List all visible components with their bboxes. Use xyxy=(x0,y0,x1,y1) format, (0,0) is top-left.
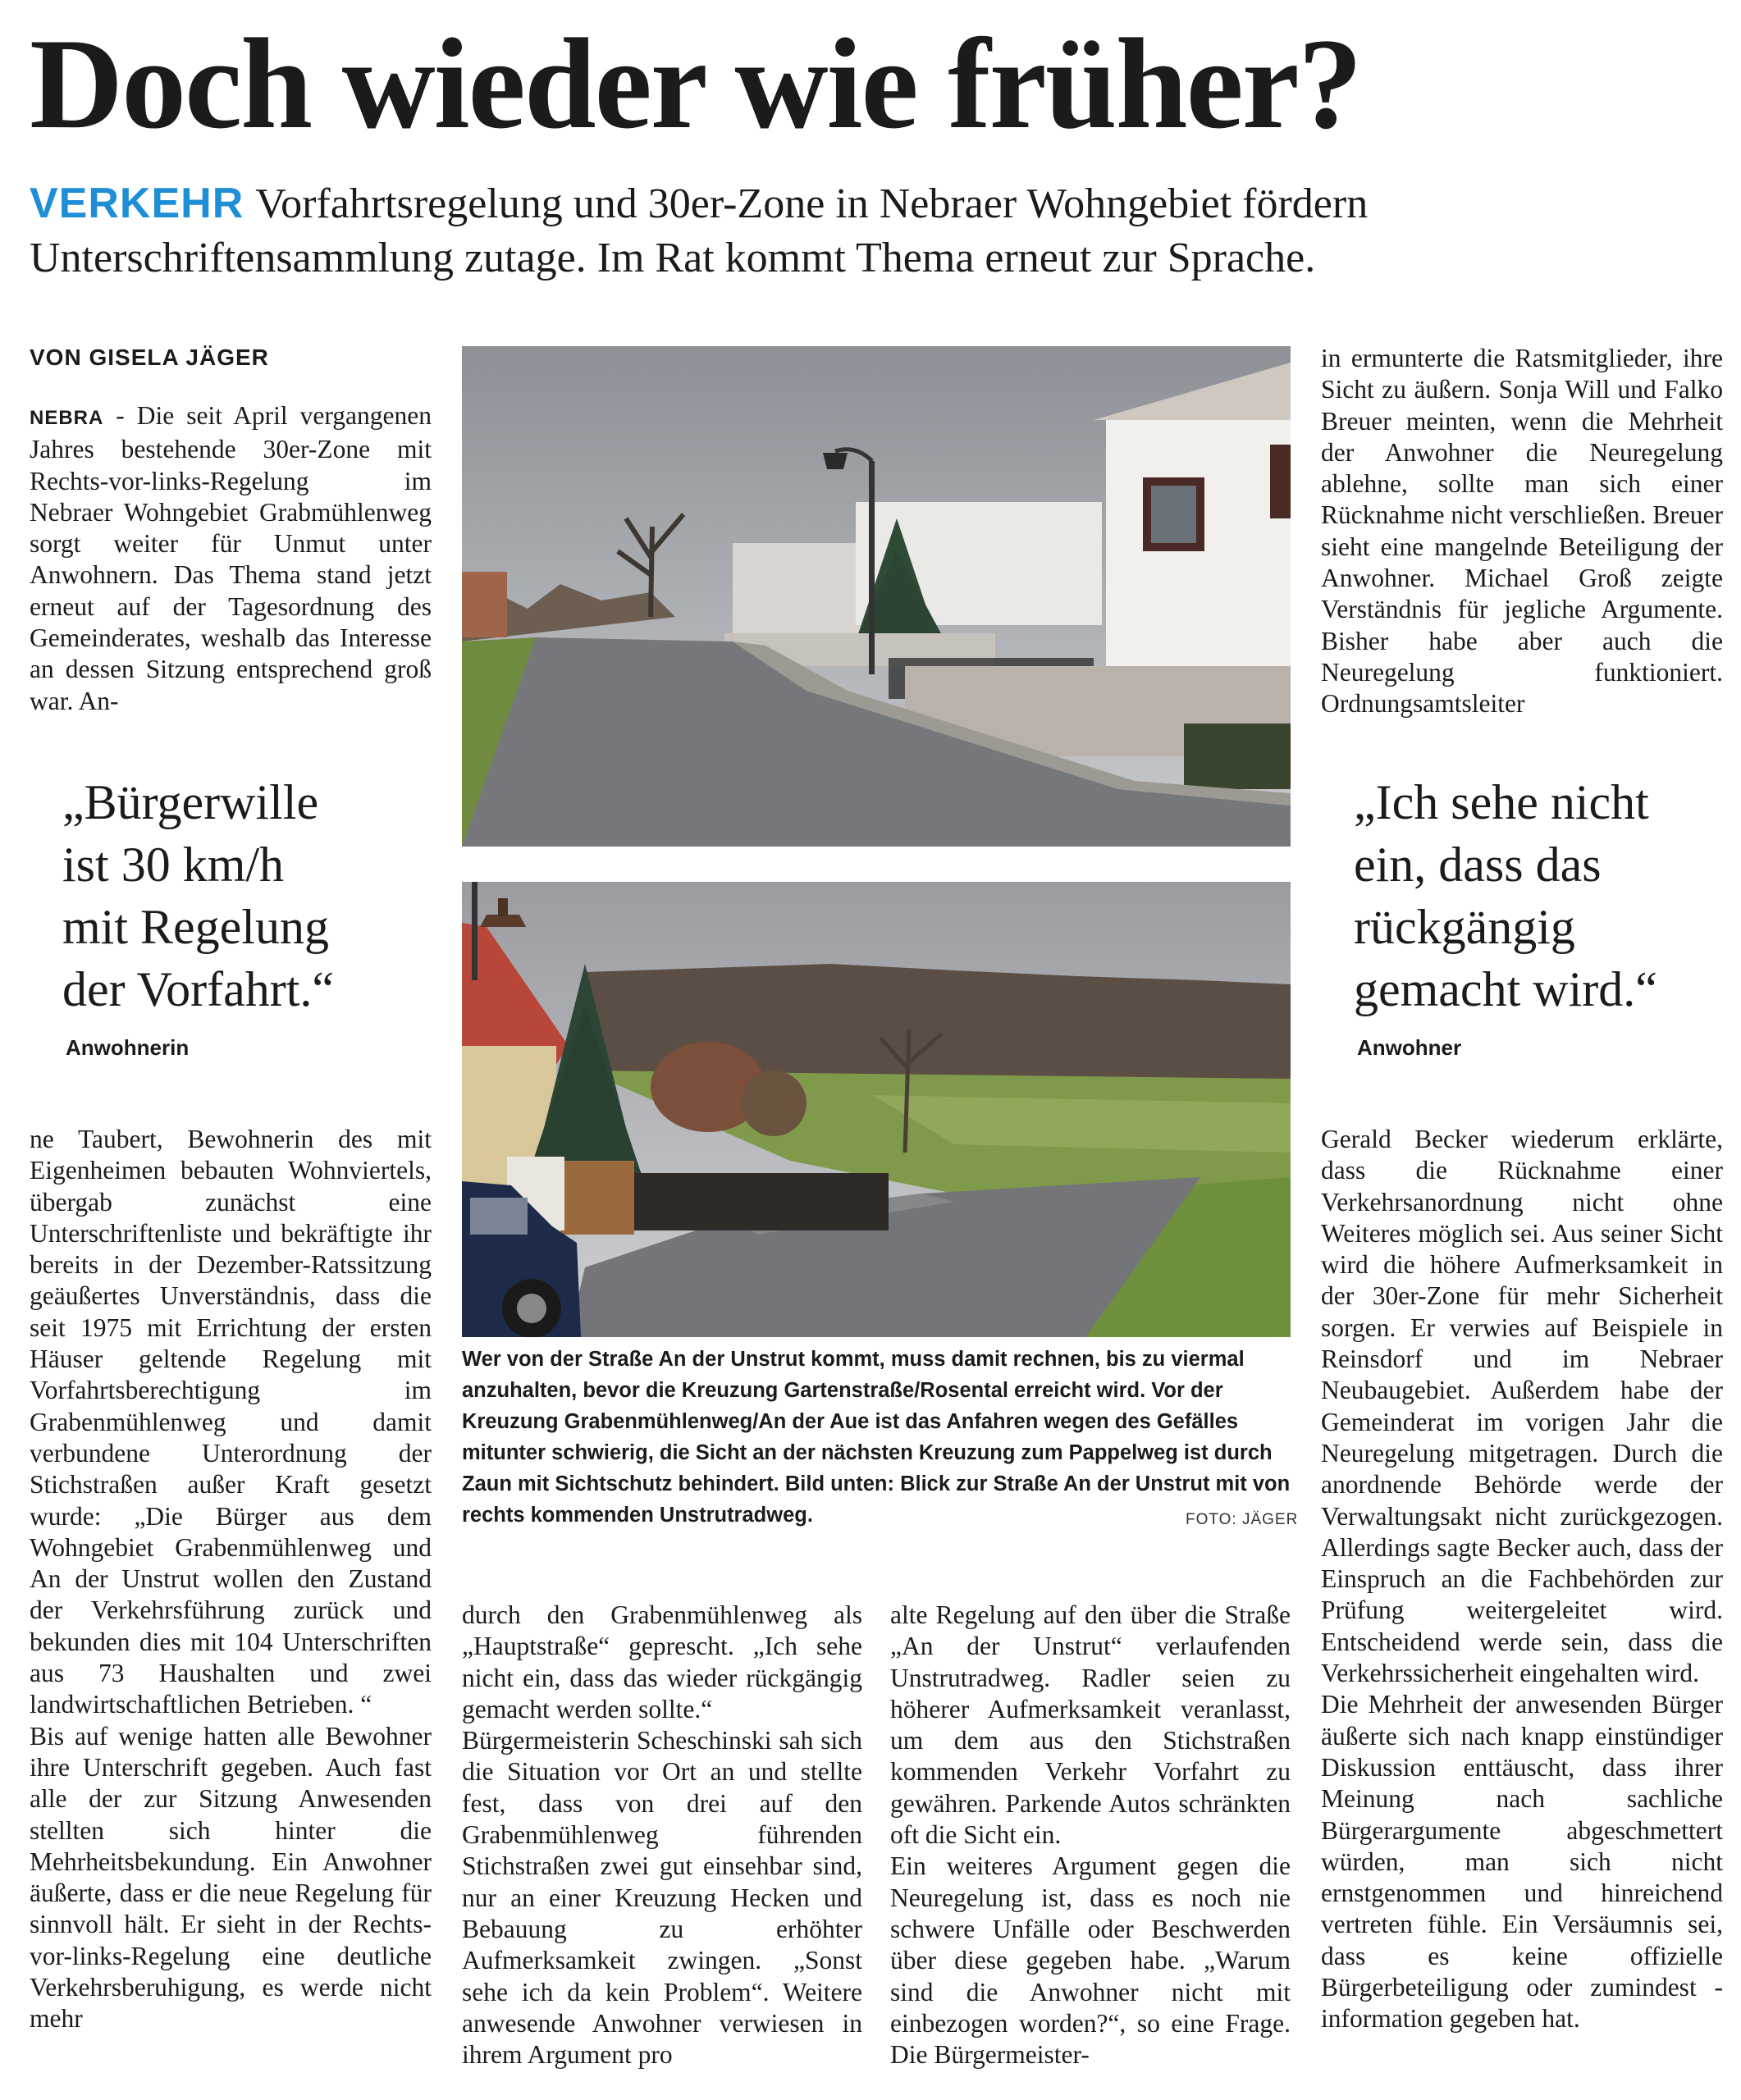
pull-quote-left-attribution: Anwohnerin xyxy=(66,1035,190,1060)
headline: Doch wieder wie früher? xyxy=(30,12,1361,156)
dateline: NEBRA xyxy=(30,407,104,429)
photo-street-houses xyxy=(462,346,1291,847)
pull-quote-right-attribution: Anwohner xyxy=(1357,1035,1462,1060)
photo-street-unstrut xyxy=(462,882,1291,1337)
column-1-bottom: ne Taubert, Bewohnerin des mit Eigenheimen bebauten Wohnviertels, übergab zunächst eine Unterschriftenliste und bekräftigte ihr bereits in der Dezember-Ratssitzung geäußertes Unverständnis, dass die seit 1975 mit Errichtung der ersten Häuser geltende Regelung mit Vorfahrtsberechtigung im Grabenmühlenweg und damit verbundene Unterordnung der Stichstraßen außer Kraft gesetzt wurde: „Die Bürger aus dem Wohngebiet Grabenmühlenweg und An der Unstrut wollen den Zustand der Verkehrsführung zurück und bekunden dies mit 104 Unterschriften aus 73 Haushalten und zwei landwirtschaftlichen Betrieben. “ Bis auf wenige hatten alle Bewohner ihre Unterschrift gegeben. Auch fast alle der zur Sitzung Anwesenden stellten sich hinter die Mehrheitsbekundung. Ein Anwohner äußerte, dass er die neue Regelung für sinnvoll hält. Er sieht in der Rechts-vor-links-Regelung eine deutliche Verkehrsberuhigung, es werde nicht mehr xyxy=(30,1125,432,2034)
photo-credit: FOTO: JÄGER xyxy=(1186,1511,1299,1528)
photo-caption: Wer von der Straße An der Unstrut kommt, muss damit rechnen, bis zu viermal anzuhalten, bevor die Kreuzung Gartenstraße/Rosental erreicht wird. Vor der Kreuzung Grabenmühlenweg/An der Aue ist das Anfahren wegen des Gefälles mitunter schwierig, die Sicht an der nächsten Kreuzung zum Pappelweg ist durch Zaun mit Sichtschutz behindert. Bild unten: Blick zur Straße An der Unstrut mit von rechts kommenden Unstrutradweg. xyxy=(462,1348,1291,1527)
column-4-bottom: Gerald Becker wiederum erklärte, dass die Rücknahme einer Verkehrsanordnung nicht ohne Weiteres möglich sei. Aus seiner Sicht wird die höhere Aufmerksamkeit in der 30er-Zone für mehr Sicherheit sorgen. Er verwies auf Beispiele in Reinsdorf und im Nebraer Neubaugebiet. Außerdem habe der Gemeinderat im vorigen Jahr die Neuregelung mitgetragen. Durch die anordnende Behörde werde der Verwaltungsakt nicht zurückgezogen. Allerdings sagte Becker auch, dass der Einspruch an die Fachbehörden zur Prüfung weitergeleitet wird. Entscheidend werde sein, dass die Verkehrssicherheit eingehalten wird. Die Mehrheit der anwesenden Bürger äußerte sich nach knapp einstündiger Diskussion enttäuscht, dass ihrer Meinung nach sachliche Bürgerargumente abgeschmettert würden, man sich nicht ernstgenommen und hinreichend vertreten fühle. Ein Versäumnis sei, dass es keine offizielle Bürgerbeteiligung oder zumindest -information gegeben hat. xyxy=(1321,1125,1723,2034)
column-1-top xyxy=(30,400,432,720)
byline: VON GISELA JÄGER xyxy=(30,345,269,370)
pull-quote-left: „Bürgerwille ist 30 km/h mit Regelung der Vorfahrt.“ xyxy=(62,775,334,1016)
subheadline-text: Vorfahrtsregelung und 30er-Zone in Nebraer Wohngebiet fördern Unterschriftensammlung zutage. Im Rat kommt Thema erneut zur Sprache. xyxy=(30,180,1369,281)
kicker: VERKEHR xyxy=(30,180,244,227)
column-3: alte Regelung auf den über die Straße „An der Unstrut“ verlaufenden Unstrutradweg. Radler seien zu höherer Aufmerksamkeit veranlasst, um dem aus den Stichstraßen kommenden Verkehr Vorfahrt zu gewähren. Parkende Autos schränkten oft die Sicht ein. Ein weiteres Argument gegen die Neuregelung ist, dass es noch nie schwere Unfälle oder Beschwerden über diese gegeben habe. „Warum sind die Anwohner nicht mit einbezogen worden?“, so eine Frage. Die Bürgermeister- xyxy=(890,1600,1291,2070)
pull-quote-right: „Ich sehe nicht ein, dass das rückgängig gemacht wird.“ xyxy=(1354,775,1657,1016)
column-1-top-text: - Die seit April vergangenen Jahres bestehende 30er-Zone mit Rechts-vor-links-Regelung im Nebraer Wohngebiet Grabmühlenweg sorgt weiter für Unmut unter Anwohnern. Das Thema stand jetzt erneut auf der Tagesordnung des Gemeinderates, weshalb das Interesse an dessen Sitzung entsprechend groß war. An- xyxy=(30,401,432,715)
column-4-top: in ermunterte die Ratsmitglieder, ihre Sicht zu äußern. Sonja Will und Falko Breuer meinten, wenn die Mehrheit der Anwohner die Neuregelung ablehne, sollte man sich einer Rücknahme nicht verschließen. Breuer sieht eine mangelnde Beteiligung der Anwohner. Michael Groß zeigte Verständnis für jegliche Argumente. Bisher habe aber auch die Neuregelung funktioniert. Ordnungsamtsleiter xyxy=(1321,344,1723,719)
subheadline xyxy=(30,176,1720,285)
column-2: durch den Grabenmühlenweg als „Hauptstraße“ geprescht. „Ich sehe nicht ein, dass das wieder rückgängig gemacht werden sollte.“ Bürgermeisterin Scheschinski sah sich die Situation vor Ort an und stellte fest, dass von drei auf den Grabenmühlenweg führenden Stichstraßen zwei gut einsehbar sind, nur an einer Kreuzung Hecken und Bebauung zu erhöhter Aufmerksamkeit zwingen. „Sonst sehe ich da kein Problem“. Weitere anwesende Anwohner verwiesen in ihrem Argument pro xyxy=(462,1600,862,2070)
